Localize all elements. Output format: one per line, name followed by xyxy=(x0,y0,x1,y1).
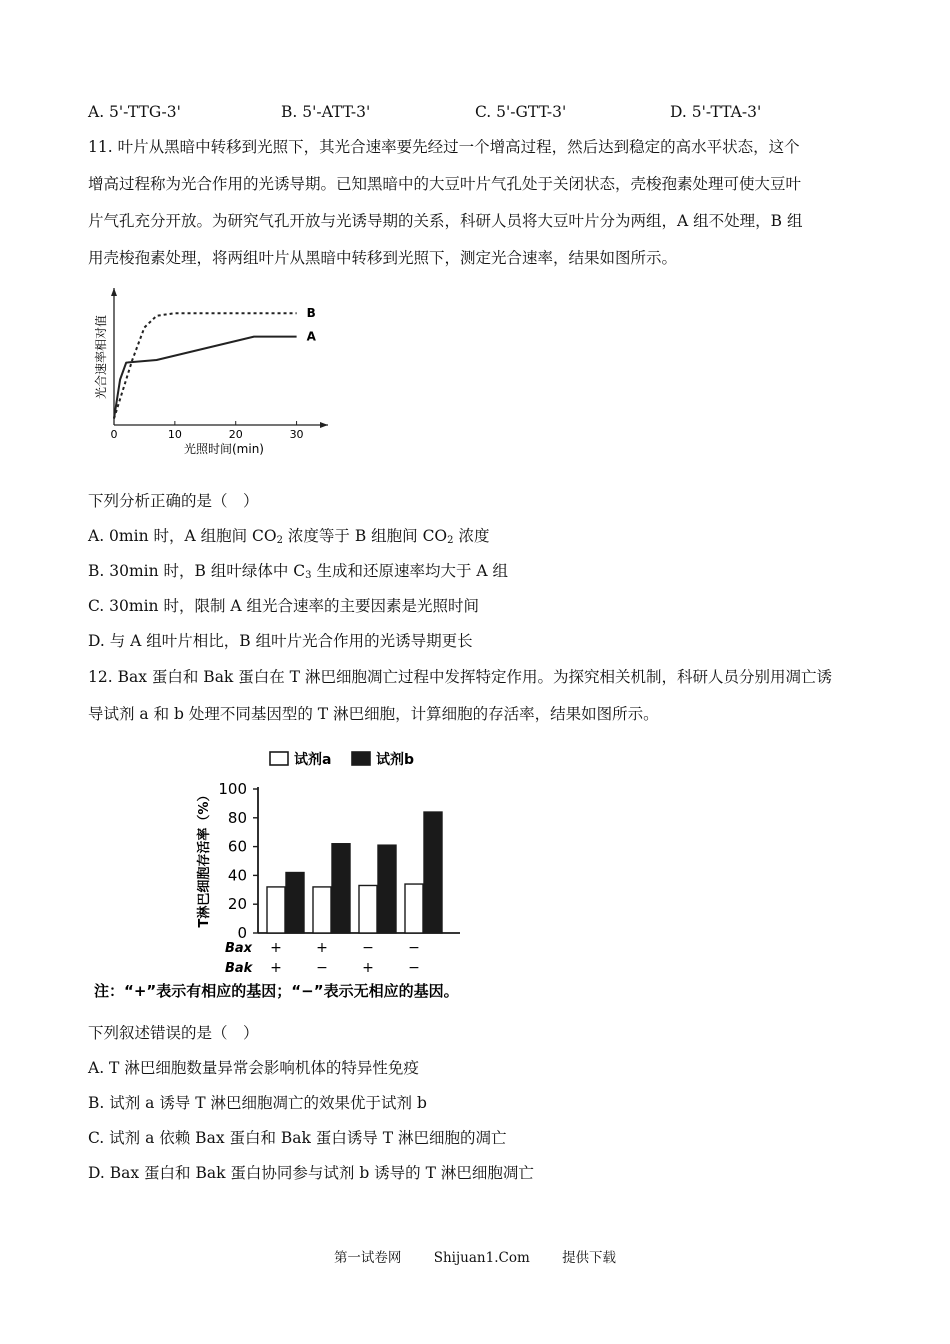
x-tick-label: 30 xyxy=(289,428,304,441)
genotype-sign: + xyxy=(270,940,282,956)
row-label-bax: Bax xyxy=(225,941,253,956)
q11-stem-line-3: 片气孔充分开放。为研究气孔开放与光诱导期的关系，科研人员将大豆叶片分为两组，A 组不处理，B 组 xyxy=(88,212,803,230)
page-footer xyxy=(0,1246,950,1266)
q12-stem-line-1: 12. Bax 蛋白和 Bak 蛋白在 T 淋巴细胞凋亡过程中发挥特定作用。为探究相关机制，科研人员分别用凋亡诱 xyxy=(88,668,832,686)
q10-option-b: B. 5'-ATT-3' xyxy=(281,103,371,121)
bar-试剂a-2 xyxy=(359,885,377,933)
q11-option-c: C. 30min 时，限制 A 组光合速率的主要因素是光照时间 xyxy=(88,597,479,615)
x-tick-label: 10 xyxy=(167,428,182,441)
x-axis-arrow xyxy=(320,422,328,428)
y-axis-arrow xyxy=(111,288,117,296)
genotype-sign: − xyxy=(316,960,328,976)
q11-option-a: A. 0min 时，A 组胞间 $CO_2$ 浓度等于 B 组胞间 $CO_2$ 浓度 xyxy=(88,527,490,546)
q12-option-c: C. 试剂 a 依赖 Bax 蛋白和 Bak 蛋白诱导 T 淋巴细胞的凋亡 xyxy=(88,1129,507,1147)
chart-note: 注：“+”表示有相应的基因；“−”表示无相应的基因。 xyxy=(94,982,459,1000)
q12-option-a: A. T 淋巴细胞数量异常会影响机体的特异性免疫 xyxy=(88,1059,419,1077)
photosynthesis-line-chart xyxy=(88,282,338,462)
q11-stem-line-2: 增高过程称为光合作用的光诱导期。已知黑暗中的大豆叶片气孔处于关闭状态，壳梭孢素处理可使大豆叶 xyxy=(88,175,802,193)
y-axis-label: T淋巴细胞存活率（%） xyxy=(197,788,212,928)
q11-option-b: B. 30min 时，B 组叶绿体中 $C_3$ 生成和还原速率均大于 A 组 xyxy=(88,562,508,581)
q11-stem-line-4: 用壳梭孢素处理，将两组叶片从黑暗中转移到光照下，测定光合速率，结果如图所示。 xyxy=(88,249,678,267)
legend-swatch-0 xyxy=(270,752,288,765)
series-B-line xyxy=(114,313,297,418)
genotype-sign: + xyxy=(362,960,374,976)
y-tick-label: 100 xyxy=(218,780,247,798)
bar-试剂a-3 xyxy=(405,884,423,933)
series-B-label: B xyxy=(306,306,316,321)
series-A-line xyxy=(114,337,297,419)
y-axis-label: 光合速率相对值 xyxy=(94,314,108,400)
genotype-sign: + xyxy=(316,940,328,956)
x-tick-label: 0 xyxy=(110,428,118,441)
bar-试剂b-1 xyxy=(332,844,350,933)
y-tick-label: 80 xyxy=(227,808,247,827)
legend-swatch-1 xyxy=(352,752,370,765)
survival-bar-chart xyxy=(88,740,608,1010)
footer-tail: 提供下载 xyxy=(562,1250,617,1266)
genotype-sign: − xyxy=(362,940,374,956)
x-axis-label: 光照时间(min) xyxy=(184,442,264,456)
bar-试剂b-2 xyxy=(378,845,396,933)
legend-label-0: 试剂a xyxy=(294,752,332,768)
q11-option-d: D. 与 A 组叶片相比，B 组叶片光合作用的光诱导期更长 xyxy=(88,632,473,650)
q10-option-d: D. 5'-TTA-3' xyxy=(670,103,762,121)
q10-option-a: A. 5'-TTG-3' xyxy=(88,103,181,121)
bar-试剂b-3 xyxy=(424,812,442,933)
footer-site: 第一试卷网 xyxy=(333,1250,402,1266)
row-label-bak: Bak xyxy=(225,961,253,976)
y-tick-label: 40 xyxy=(227,866,247,885)
y-tick-label: 0 xyxy=(237,924,247,942)
legend-label-1: 试剂b xyxy=(376,752,415,768)
genotype-sign: − xyxy=(408,960,420,976)
q12-option-d: D. Bax 蛋白和 Bak 蛋白协同参与试剂 b 诱导的 T 淋巴细胞凋亡 xyxy=(88,1164,534,1182)
bar-试剂a-0 xyxy=(267,887,285,933)
q11-stem-line-1: 11. 叶片从黑暗中转移到光照下，其光合速率要先经过一个增高过程，然后达到稳定的高水平状态，这个 xyxy=(88,138,800,156)
y-tick-label: 60 xyxy=(227,837,247,856)
genotype-sign: − xyxy=(408,940,420,956)
genotype-sign: + xyxy=(270,960,282,976)
x-tick-label: 20 xyxy=(228,428,243,441)
footer-domain: Shijuan1.Com xyxy=(433,1250,530,1266)
q12-option-b: B. 试剂 a 诱导 T 淋巴细胞凋亡的效果优于试剂 b xyxy=(88,1094,427,1112)
q10-option-c: C. 5'-GTT-3' xyxy=(475,103,567,121)
q12-stem-line-2: 导试剂 a 和 b 处理不同基因型的 T 淋巴细胞，计算细胞的存活率，结果如图所示。 xyxy=(88,705,659,723)
bar-试剂b-0 xyxy=(286,873,304,933)
q12-question: 下列叙述错误的是（ ） xyxy=(88,1024,259,1042)
q11-question: 下列分析正确的是（ ） xyxy=(88,492,259,510)
bar-试剂a-1 xyxy=(313,887,331,933)
series-A-label: A xyxy=(306,329,316,344)
y-tick-label: 20 xyxy=(227,895,247,914)
